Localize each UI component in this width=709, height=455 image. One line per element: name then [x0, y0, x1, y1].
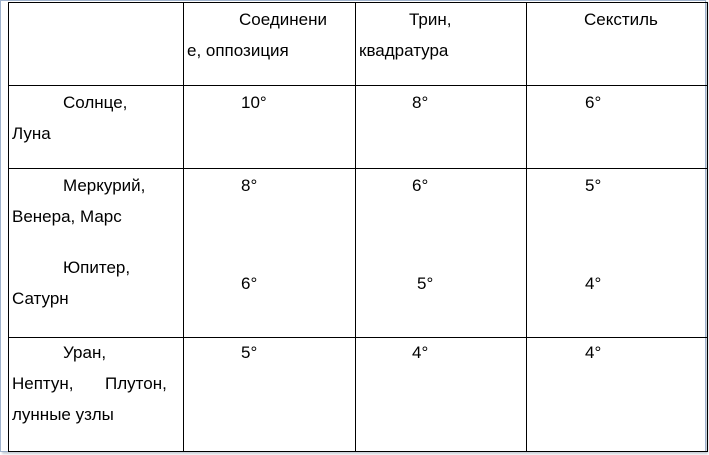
header-corner-cell	[9, 3, 184, 86]
sextile-orb-cell	[527, 338, 708, 452]
planets-line3: лунные узлы	[12, 405, 114, 424]
conjunction-orb-cell	[184, 86, 356, 169]
trine-orb-cell	[356, 86, 527, 169]
conjunction-orb: 10°	[241, 93, 267, 112]
planets-line2: Луна	[12, 124, 51, 143]
trine-orb-cell	[356, 169, 527, 338]
trine-orb: 6°	[412, 176, 429, 195]
sub-conjunction-orb: 6°	[241, 274, 258, 293]
sextile-orb: 5°	[585, 176, 602, 195]
header-trine-cell	[356, 3, 527, 86]
planets-line1: Уран,	[63, 343, 107, 362]
header-conjunction-line2: е, оппозиция	[187, 41, 289, 60]
table-row	[9, 86, 708, 169]
planets-line2a: Нептун,	[12, 374, 74, 393]
conjunction-orb: 8°	[241, 176, 258, 195]
header-trine-line2: квадратура	[359, 41, 449, 60]
header-row	[9, 3, 708, 86]
conjunction-orb-cell	[184, 169, 356, 338]
header-conjunction-line1: Соединени	[239, 10, 327, 29]
sub-sextile-orb: 4°	[585, 274, 602, 293]
conjunction-orb-cell	[184, 338, 356, 452]
orbs-table	[8, 2, 708, 452]
trine-orb: 4°	[412, 343, 429, 362]
sub-trine-orb: 5°	[417, 274, 434, 293]
planets-cell	[9, 86, 184, 169]
planets-line1: Меркурий,	[63, 176, 146, 195]
sub-planets-line1: Юпитер,	[63, 258, 131, 277]
sextile-orb-cell	[527, 86, 708, 169]
planets-line2b: Плутон,	[105, 374, 167, 393]
planets-line2: Венера, Марс	[12, 207, 122, 226]
planets-cell	[9, 338, 184, 452]
header-conjunction-cell	[184, 3, 356, 86]
sextile-orb: 4°	[585, 343, 602, 362]
table-row	[9, 169, 708, 338]
sextile-orb: 6°	[585, 93, 602, 112]
sextile-orb-cell	[527, 169, 708, 338]
header-sextile-label: Секстиль	[584, 10, 658, 29]
header-trine-line1: Трин,	[409, 10, 452, 29]
trine-orb-cell	[356, 338, 527, 452]
trine-orb: 8°	[412, 93, 429, 112]
sub-planets-line2: Сатурн	[12, 289, 69, 308]
planets-line1: Солнце,	[63, 93, 128, 112]
header-sextile-cell	[527, 3, 708, 86]
planets-cell	[9, 169, 184, 338]
table-row	[9, 338, 708, 452]
conjunction-orb: 5°	[241, 343, 258, 362]
